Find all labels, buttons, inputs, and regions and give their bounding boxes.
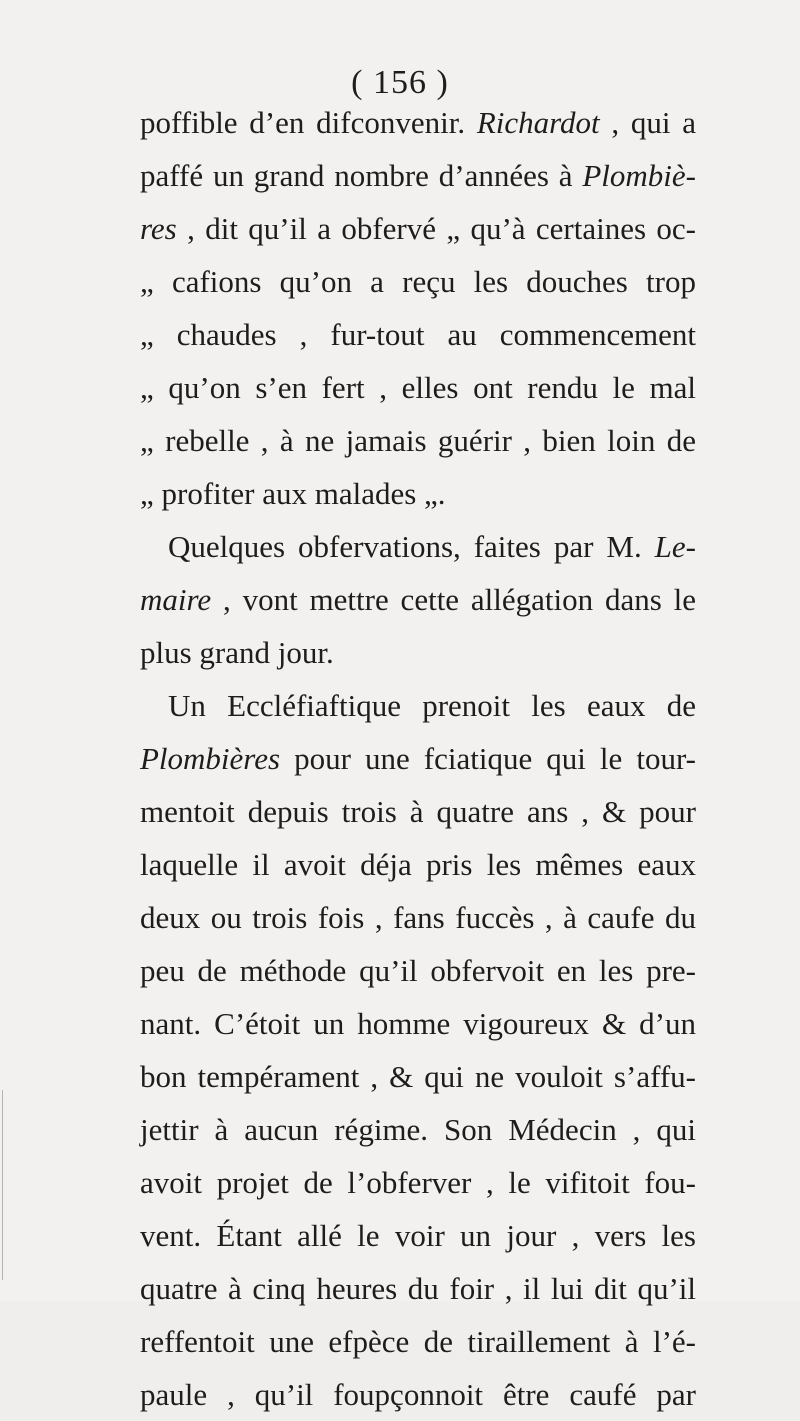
text-line: „ profiter aux malades „.: [140, 476, 446, 511]
text-line: vent. Étant allé le voir un jour , vers les: [140, 1218, 696, 1253]
text-line: maire , vont mettre cette allégation dans le: [140, 582, 696, 617]
text-line: reffentoit une efpèce de tiraillement à l’é-: [140, 1324, 696, 1359]
page-edge-mark: [2, 1090, 6, 1280]
text-line: quatre à cinq heures du foir , il lui dit qu’il: [140, 1271, 696, 1306]
text-line: res , dit qu’il a obfervé „ qu’à certaines oc-: [140, 211, 696, 246]
text-line: paule , qu’il foupçonnoit être caufé par: [140, 1377, 696, 1412]
text-line: paffé un grand nombre d’années à Plombiè-: [140, 158, 696, 193]
text-line: nant. C’étoit un homme vigoureux & d’un: [140, 1006, 696, 1041]
text-line: „ cafions qu’on a reçu les douches trop: [140, 264, 696, 299]
text-line: deux ou trois fois , fans fuccès , à caufe du: [140, 900, 696, 935]
text-line: Plombières pour une fciatique qui le tour-: [140, 741, 696, 776]
text-line: poffible d’en difconvenir. Richardot , qui a: [140, 105, 696, 140]
text-line: bon tempérament , & qui ne vouloit s’affu-: [140, 1059, 696, 1094]
text-line: jettir à aucun régime. Son Médecin , qui: [140, 1112, 696, 1147]
text-line: „ chaudes , fur-tout au commencement: [140, 317, 696, 352]
text-line: „ qu’on s’en fert , elles ont rendu le mal: [140, 370, 696, 405]
text-line: laquelle il avoit déja pris les mêmes eaux: [140, 847, 696, 882]
text-line: plus grand jour.: [140, 635, 334, 670]
text-line: peu de méthode qu’il obfervoit en les pre-: [140, 953, 696, 988]
text-line: avoit projet de l’obferver , le vifitoit fou-: [140, 1165, 696, 1200]
body-text: [140, 96, 696, 1421]
text-line: „ rebelle , à ne jamais guérir , bien loin de: [140, 423, 696, 458]
text-line: mentoit depuis trois à quatre ans , & pour: [140, 794, 696, 829]
page-number: ( 156 ): [351, 64, 449, 101]
text-line: Un Eccléfiaftique prenoit les eaux de: [168, 688, 696, 723]
text-line: Quelques obfervations, faites par M. Le-: [168, 529, 696, 564]
